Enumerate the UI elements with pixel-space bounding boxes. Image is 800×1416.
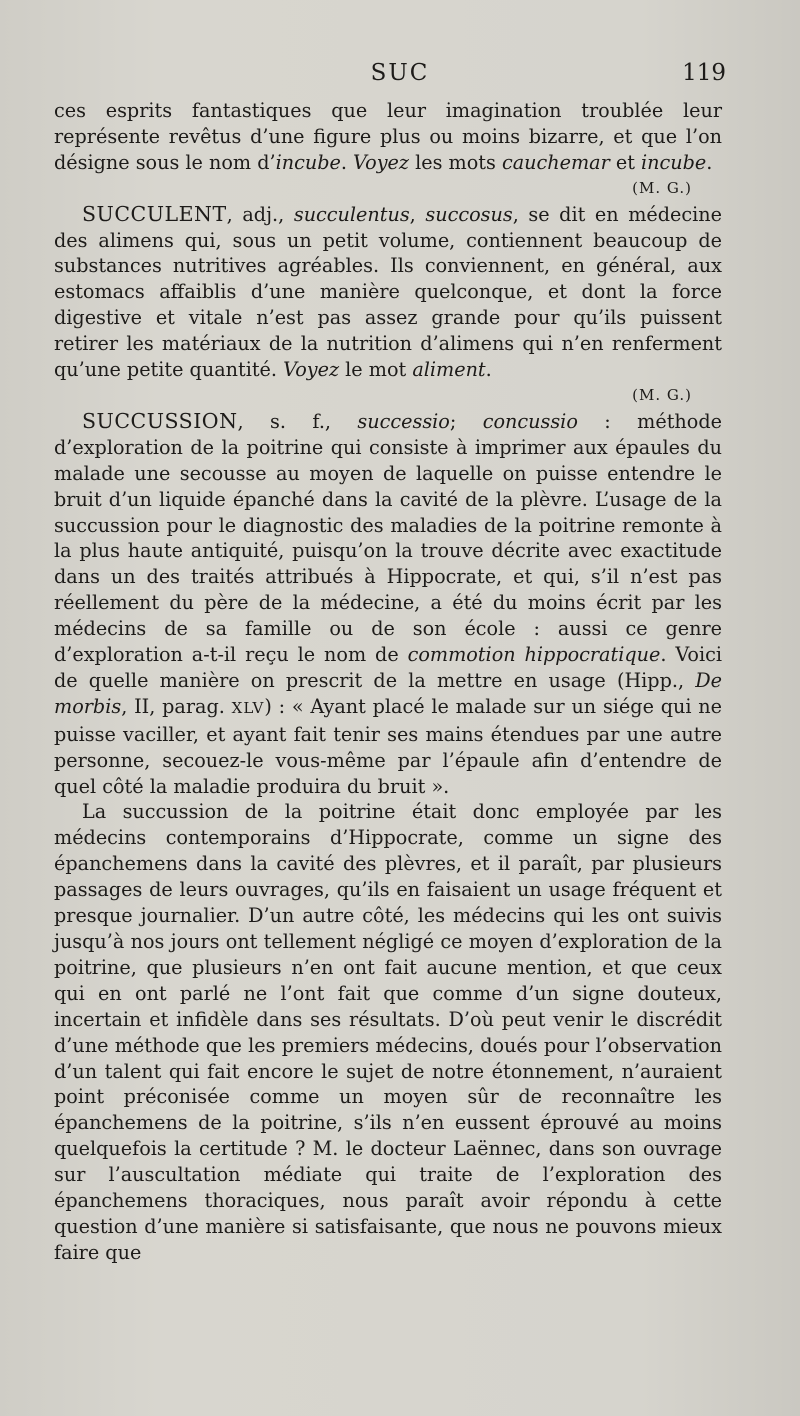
page-header bbox=[0, 60, 800, 92]
signature: (M. G.) bbox=[632, 385, 692, 404]
signature: (M. G.) bbox=[632, 178, 692, 197]
headword: SUCCUSSION bbox=[82, 408, 238, 433]
body-text bbox=[54, 98, 722, 1266]
paragraph: La succussion de la poitrine était donc employée par les médecins contemporains d’Hippocrate, comme un signe des épanchemens dans la cavité des plèvres, et il paraît, par plusieurs passages de leurs ouvrages, qu’ils en faisaient un usage fréquent et presque journalier. D’un autre côté, les médecins qui les ont suivis jusqu’à nos jours ont tellement négligé ce moyen d’exploration de la poitrine, que plusieurs n’en ont fait aucune mention, et que ceux qui en ont parlé ne l’ont fait que comme d’un signe douteux, incertain et infidèle dans ses résultats. D’où peut venir le discrédit d’une méthode que les premiers médecins, doués pour l’observation d’un talent qui fait encore le sujet de notre étonnement, n’auraient point préconisée comme un moyen sûr de reconnaître les épanchemens de la poitrine, s’ils n’en eussent éprouvé au moins quelquefois la certitude ? M. le docteur Laënnec, dans son ouvrage sur l’auscultation médiate qui traite de l’exploration des épanchemens thoraciques, nous paraît avoir répondu à cette question d’une manière si satisfaisante, que nous ne pouvons mieux faire que bbox=[54, 800, 722, 1264]
incube-entry-end: ces esprits fantastiques que leur imagination troublée leur représente revêtus d’une figure plus ou moins bizarre, et que l’on désigne sous le nom d’incube. Voyez les mots cauchemar et incube. bbox=[54, 99, 722, 174]
entry-succulent: SUCCULENT, adj., succulentus, succosus, se dit en médecine des alimens qui, sous un petit volume, contiennent beaucoup de substances nutritives agréables. Ils conviennent, en général, aux estomacs affaiblis d’une manière quelconque, et dont la force digestive et vitale n’est pas assez grande pour qu’ils puissent retirer les matériaux de la nutrition d’alimens qui n’en renferment qu’une petite quantité. Voyez le mot aliment. bbox=[54, 201, 723, 382]
running-head: SUC bbox=[370, 60, 430, 86]
page-number: 119 bbox=[682, 60, 726, 86]
entry-succussion: SUCCUSSION, s. f., successio; concussio : méthode d’exploration de la poitrine qui consiste à imprimer aux épaules du malade une secousse au moyen de laquelle on puisse entendre le bruit d’un liquide épanché dans la cavité de la plèvre. L’usage de la succussion pour le diagnostic des maladies de la poitrine remonte à la plus haute antiquité, puisqu’on la trouve décrite avec exactitude dans un des traités attribués à Hippocrate, et qui, s’il n’est pas réellement du père de la médecine, a été du moins écrit par les médecins de sa famille ou de son école : aussi ce genre d’exploration a-t-il reçu le nom de commotion hippocratique. Voici de quelle manière on prescrit de la mettre en usage (Hipp., De morbis, II, parag. XLV) : « Ayant placé le malade sur un siége qui ne puisse vaciller, et ayant fait tenir ses mains étendues par une autre personne, secouez-le vous-même par l’épaule afin d’entendre de quel côté la maladie produira du bruit ». bbox=[54, 408, 723, 798]
headword: SUCCULENT bbox=[82, 201, 227, 226]
